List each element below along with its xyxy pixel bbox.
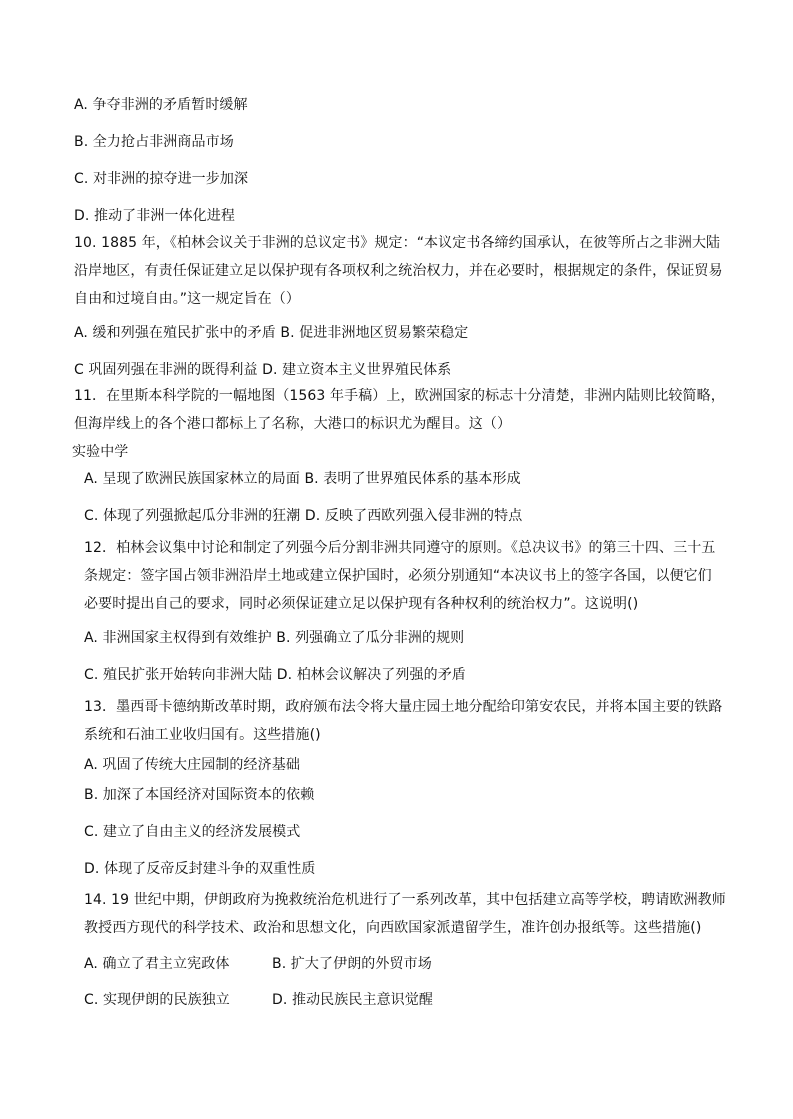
q14-option-d: D. 推动民族民主意识觉醒: [272, 992, 433, 1008]
watermark-text: 实验中学: [72, 444, 129, 460]
q12-options-ab: A. 非洲国家主权得到有效维护 B. 列强确立了瓜分非洲的规则: [84, 630, 465, 646]
q12-stem-line-3: 必要时提出自己的要求，同时必须保证建立足以保护现有各种权利的统治权力”。这说明(): [84, 596, 639, 612]
q13-stem-line-2: 系统和石油工业收归国有。这些措施(): [84, 727, 321, 743]
q14-stem-line-1: 14. 19 世纪中期，伊朗政府为挽救统治危机进行了一系列改革，其中包括建立高等学校，聘请欧洲教师: [84, 892, 726, 908]
q9-option-c: C. 对非洲的掠夺进一步加深: [74, 171, 249, 187]
q12-stem-line-1: 12．柏林会议集中讨论和制定了列强今后分割非洲共同遵守的原则。《总决议书》的第三十四、三十五: [84, 540, 716, 556]
q10-stem-line-3: 自由和过境自由。”这一规定旨在（）: [74, 291, 300, 307]
q11-stem-line-1: 11．在里斯本科学院的一幅地图（1563 年手稿）上，欧洲国家的标志十分清楚，非洲内陆则比较简略，: [74, 388, 725, 404]
q14-stem-line-2: 教授西方现代的科学技术、政治和思想文化，向西欧国家派遣留学生，准许创办报纸等。这些措施(): [84, 920, 702, 936]
q10-stem-line-1: 10. 1885 年，《柏林会议关于非洲的总议定书》规定：“本议定书各缔约国承认，在彼等所占之非洲大陆: [74, 235, 721, 251]
q9-option-a: A. 争夺非洲的矛盾暂时缓解: [74, 97, 248, 113]
q12-stem-line-2: 条规定：签字国占领非洲沿岸土地或建立保护国时，必须分别通知“本决议书上的签字各国，以便它们: [84, 568, 712, 584]
q13-option-d: D. 体现了反帝反封建斗争的双重性质: [84, 861, 316, 877]
q10-options-cd: C 巩固列强在非洲的既得利益 D. 建立资本主义世界殖民体系: [74, 362, 452, 378]
q13-option-c: C. 建立了自由主义的经济发展模式: [84, 824, 301, 840]
q11-options-cd: C. 体现了列强掀起瓜分非洲的狂潮 D. 反映了西欧列强入侵非洲的特点: [84, 508, 523, 524]
q12-options-cd: C. 殖民扩张开始转向非洲大陆 D. 柏林会议解决了列强的矛盾: [84, 667, 466, 683]
q9-option-d: D. 推动了非洲一体化进程: [74, 208, 235, 224]
q14-option-b: B. 扩大了伊朗的外贸市场: [272, 956, 432, 972]
q10-options-ab: A. 缓和列强在殖民扩张中的矛盾 B. 促进非洲地区贸易繁荣稳定: [74, 325, 469, 341]
q10-stem-line-2: 沿岸地区，有责任保证建立足以保护现有各项权利之统治权力，并在必要时，根据规定的条件，保证贸易: [74, 263, 723, 279]
q9-option-b: B. 全力抢占非洲商品市场: [74, 134, 234, 150]
q14-option-c: C. 实现伊朗的民族独立: [84, 992, 230, 1008]
q13-stem-line-1: 13．墨西哥卡德纳斯改革时期，政府颁布法令将大量庄园土地分配给印第安农民，并将本国主要的铁路: [84, 699, 723, 715]
q11-stem-line-2: 但海岸线上的各个港口都标上了名称，大港口的标识尤为醒目。这（）: [74, 416, 512, 432]
q14-option-a: A. 确立了君主立宪政体: [84, 956, 230, 972]
q11-options-ab: A. 呈现了欧洲民族国家林立的局面 B. 表明了世界殖民体系的基本形成: [84, 471, 521, 487]
q13-option-b: B. 加深了本国经济对国际资本的依赖: [84, 787, 315, 803]
q13-option-a: A. 巩固了传统大庄园制的经济基础: [84, 757, 300, 773]
